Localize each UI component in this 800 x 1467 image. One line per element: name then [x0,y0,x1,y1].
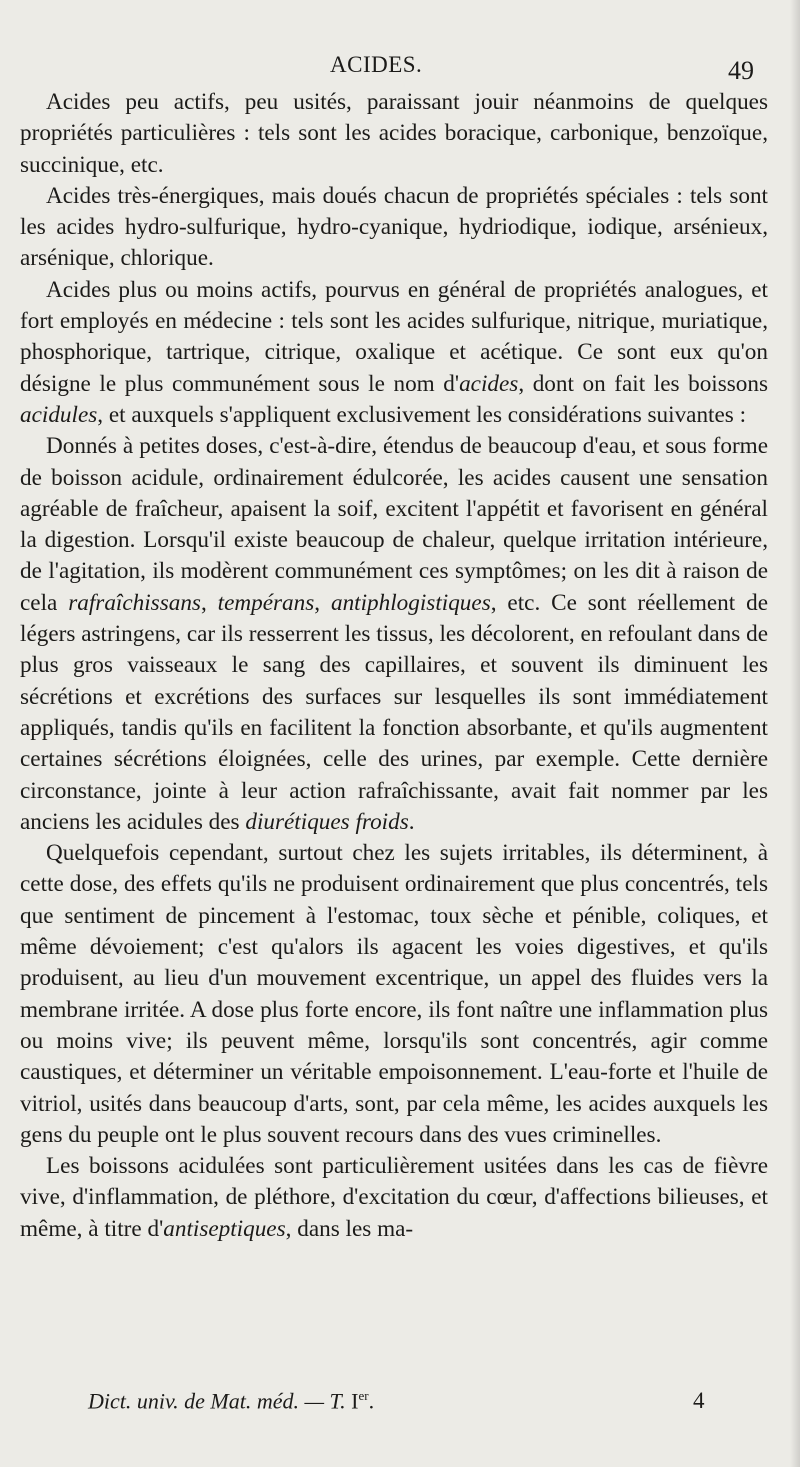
text-run: , [314,589,331,616]
page-edge-shadow [790,0,800,1467]
text-run: , dans les ma- [285,1215,414,1242]
paragraph [20,181,768,275]
text-run: Donnés à petites doses, c'est-à-dire, étendus de beaucoup d'eau, et sous forme de boisson acidule, ordinairement édulcorée, les acides causent une sensation agréable de fraîcheur, apaisent la soif, excitent l'appétit et favorisent en général la digestion. Lorsqu'il existe beaucoup de chaleur, quelque irritation intérieure, de l'agitation, ils modèrent communément ces symptômes; on les dit à raison de cela [20,433,768,616]
running-head: ACIDES. [330,52,423,77]
text-run: , [200,589,218,616]
italic-term: antiseptiques [163,1215,286,1242]
text-run: Acides peu actifs, peu usités, paraissant jouir néanmoins de quelques propriétés particulières : tels sont les acides boracique, carbonique, benzoïque, succinique, etc. [20,89,768,178]
paragraph [20,275,768,431]
page-header [0,52,800,92]
paragraph [20,1151,768,1245]
footer-citation: Dict. univ. de Mat. méd. — T. Ier. [88,1388,375,1414]
signature-mark: 4 [693,1388,705,1413]
tome-period: . [368,1388,375,1414]
page-footer [0,1388,800,1428]
text-run: . [408,808,415,835]
page-number: 49 [728,56,754,85]
text-run: Acides très-énergiques, mais doués chacun de propriétés spéciales : tels sont les acides hydro-sulfurique, hydro-cyanique, hydriodique, iodique, arsénieux, arsénique, chlorique. [20,182,768,272]
tome-numeral: I [351,1388,359,1414]
italic-term: tempérans [217,589,315,616]
text-run: , et auxquels s'appliquent exclusivement les considérations suivantes : [97,401,747,428]
text-run: Acides plus ou moins actifs, pourvus en général de propriétés analogues, et fort employés en médecine : tels sont les acides sulfurique, nitrique, muriatique, phosphorique, tartrique, citrique, oxalique et acétique. Ce sont eux qu'on désigne le plus communément sous le nom d' [20,276,768,397]
paragraph [20,87,768,181]
text-run: , etc. Ce sont réellement de légers astringens, car ils resserrent les tissus, les décolorent, en refoulant dans de plus gros vaisseaux le sang des capillaires, et souvent ils diminuent les sécrétions et excrétions des surfaces sur lesquelles ils sont immédiatement appliqués, tandis qu'ils en facilitent la fonction absorbante, et qu'ils augmentent certaines sécrétions éloignées, celle des urines, par exemple. Cette dernière circonstance, jointe à leur action rafraîchissante, avait fait nommer par les anciens les acidules des [20,589,769,835]
italic-term: antiphlogistiques [330,589,491,616]
italic-term: acidules [20,401,98,428]
italic-term: diurétiques froids [245,808,409,835]
paragraph [20,431,768,838]
text-run: , dont on fait les boissons [518,370,768,397]
italic-term: acides [459,370,519,397]
body-text [20,87,768,1245]
tome-superscript: er [358,1388,369,1403]
text-run: Les boissons acidulées sont particulièrement usitées dans les cas de fièvre vive, d'inflammation, de pléthore, d'excitation du cœur, d'affections bilieuses, et même, à titre d' [20,1153,768,1242]
paragraph [20,838,768,1151]
text-run: Quelquefois cependant, surtout chez les sujets irritables, ils déterminent, à cette dose, des effets qu'ils ne produisent ordinairement que plus concentrés, tels que sentiment de pincement à l'estomac, toux sèche et pénible, coliques, et même dévoiement; c'est qu'alors ils agacent les voies digestives, et qu'ils produisent, au lieu d'un mouvement excentrique, un appel des fluides vers la membrane irritée. A dose plus forte encore, ils font naître une inflammation plus ou moins vive; ils peuvent même, lorsqu'ils sont concentrés, agir comme caustiques, et déterminer un véritable empoisonnement. L'eau-forte et l'huile de vitriol, usités dans beaucoup d'arts, sont, par cela même, les acides auxquels les gens du peuple ont le plus souvent recours dans des vues criminelles. [20,840,768,1148]
italic-term: rafraîchissans [68,589,201,616]
